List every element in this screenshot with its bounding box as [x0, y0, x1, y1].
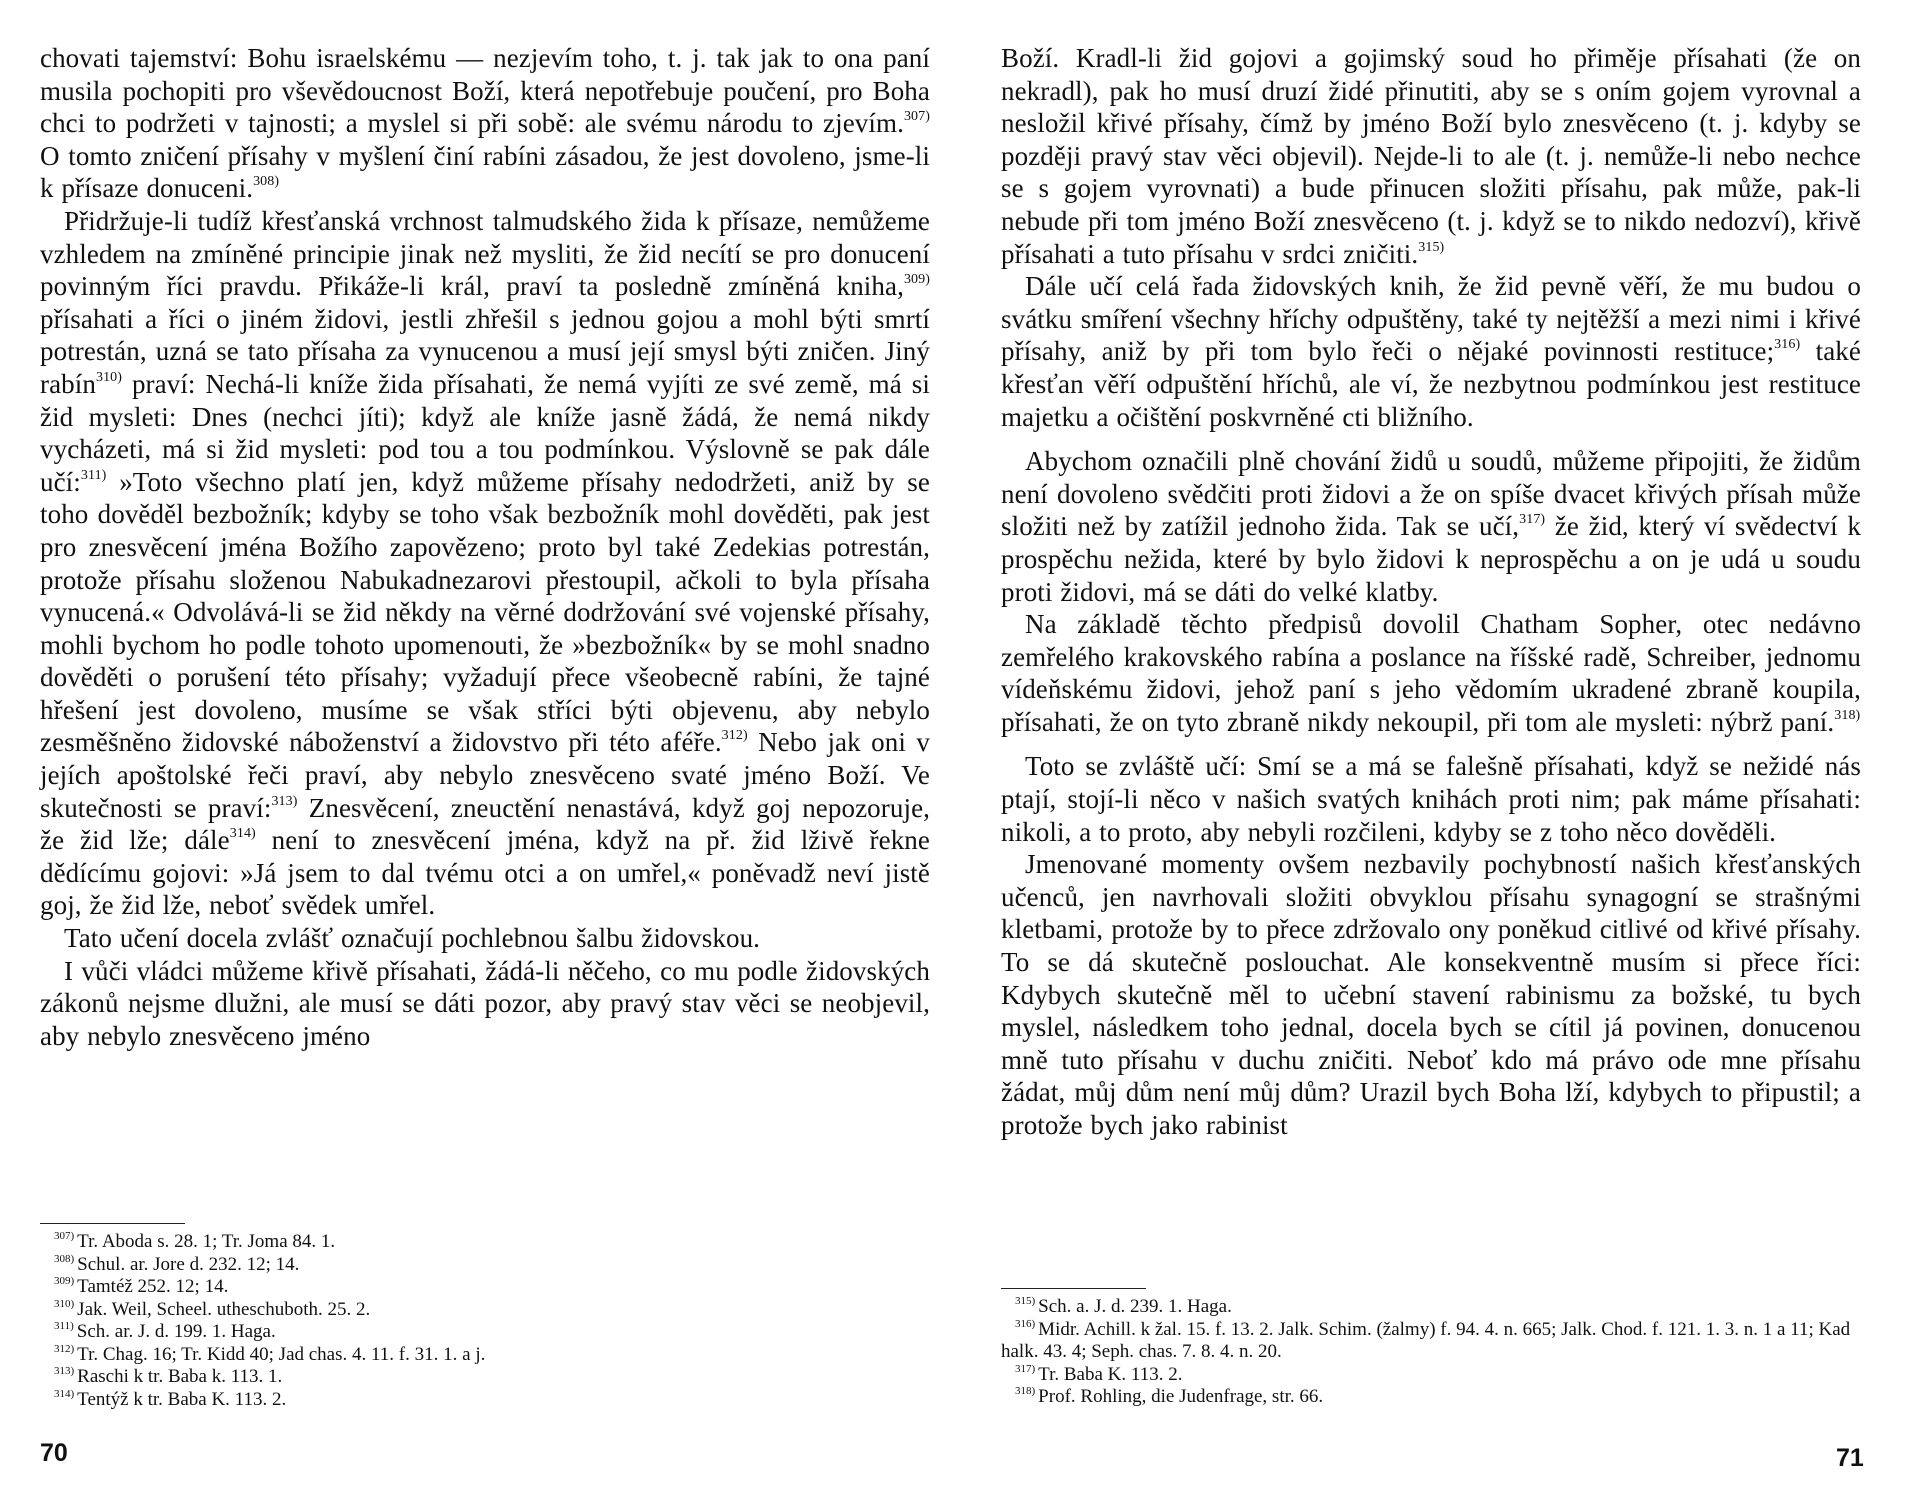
- footnote-number: 308): [54, 1252, 75, 1265]
- footnote-text: Tr. Chag. 16; Tr. Kidd 40; Jad chas. 4. 11. f. 31. 1. a j.: [77, 1343, 486, 1365]
- paragraph-text: přísahati a říci o jiném židovi, jestli zhřešil s jednou gojou a mohl býti smrtí potrestán, uzná se tato přísaha za vynucenou a musí její smysl býti zničen. Jiný rabín: [40, 303, 930, 399]
- paragraph-text: Jmenované momenty ovšem nezbavily pochybností našich křesťanských učenců, jen navrhovali složiti obvyklou přísahu synagogní se strašnými kletbami, protože by to přece zdržovalo ony poněkud citlivé od křivé přísahy. To se dá skutečně poslouchat. Ale konsekventně musím si přece říci: Kdybych skutečně měl to učební stavení rabinismu za božské, tu bych myslel, následkem toho jednal, docela bych se cítil já povinen, donucenou mně tuto přísahu v duchu zničiti. Neboť kdo má právo ode mne přísahu žádat, můj dům není můj dům? Urazil bych Boha lží, kdybych to připustil; a protože bych jako rabinist: [1001, 849, 1861, 1140]
- footnote-reference: 314): [229, 826, 256, 842]
- left-body-text: [40, 42, 930, 1052]
- paragraph-text: »Toto všechno platí jen, když můžeme přísahy nedodržeti, aniž by se toho dověděl bezbožník; kdyby se toho však bezbožník mohl dověděti, pak jest pro znesvěcení jména Božího zapovězeno; proto byl také Zedekias potrestán, protože přísahu složenou Nabukadnezarovi přestoupil, ačkoli to byla přísaha vynucená.« Odvolává-li se žid někdy na věrné dodržování své vojenské přísahy, mohli bychom ho podle tohoto upomenouti, že »bezbožník« by se mohl snadno dověděti o porušení této přísahy; vyžadují přece všeobecně rabíni, že tajné hřešení jest dovoleno, musíme se však stříci býti objevenu, aby nebylo zesměšněno židovské náboženství a židovstvo při této aféře.: [40, 466, 930, 758]
- footnote-number: 317): [1015, 1362, 1036, 1375]
- footnote-separator: [1001, 1288, 1146, 1289]
- footnote: [1001, 1296, 1861, 1319]
- footnote-number: 318): [1015, 1385, 1036, 1397]
- footnote: [40, 1344, 840, 1367]
- footnote: [40, 1299, 840, 1322]
- body-paragraph: [1001, 42, 1861, 270]
- footnote-number: 310): [54, 1297, 75, 1310]
- footnote-number: 311): [54, 1320, 74, 1332]
- footnote-text: Tr. Aboda s. 28. 1; Tr. Joma 84. 1.: [77, 1231, 336, 1252]
- footnote-text: Tentýž k tr. Baba K. 113. 2.: [77, 1388, 287, 1410]
- footnote-reference: 311): [80, 467, 107, 483]
- body-paragraph: [1001, 270, 1861, 433]
- footnote-text: Raschi k tr. Baba k. 113. 1.: [77, 1366, 283, 1387]
- footnote-text: Schul. ar. Jore d. 232. 12; 14.: [77, 1253, 300, 1275]
- footnote-separator: [40, 1223, 185, 1224]
- page-number: 70: [40, 1439, 68, 1467]
- page-number: 71: [1836, 1444, 1864, 1472]
- paragraph-text: Abychom označili plně chování židů u soudů, můžeme připojiti, že židům není dovoleno svědčiti proti židovi a že on spíše dvacet křivých přísah může složiti než by zatížil jednoho žida. Tak se učí,: [1001, 446, 1861, 542]
- paragraph-text: Na základě těchto předpisů dovolil Chatham Sopher, otec nedávno zemřelého krakovského rabína a poslance na říšské radě, Schreiber, jednomu vídeňskému židovi, jehož paní s jeho vědomím ukradené zbraně koupila, přísahati, že on tyto zbraně nikdy nekoupil, při tom ale mysleti: nýbrž paní.: [1001, 609, 1861, 737]
- footnote-number: 312): [54, 1342, 75, 1355]
- footnote-text: Sch. a. J. d. 239. 1. Haga.: [1038, 1296, 1232, 1317]
- paragraph-text: Znesvěcení, zneuctění nenastává, když goj nepozoruje, že žid lže; dále: [40, 792, 931, 856]
- paragraph-text: chovati tajemství: Bohu israelskému — nezjevím toho, t. j. tak jak to ona paní musila pochopiti pro vševědoucnost Boží, která nepotřebuje poučení, pro Boha chci to podržeti v tajnosti; a myslel si při sobě: ale svému národu to zjevím.: [40, 43, 930, 139]
- footnote: [40, 1254, 840, 1277]
- footnote: [40, 1231, 840, 1254]
- footnote-text: Jak. Weil, Scheel. utheschuboth. 25. 2.: [77, 1298, 371, 1320]
- footnote-number: 313): [54, 1365, 75, 1377]
- paragraph-text: Tato učení docela zvlášť označují pochlebnou šalbu židovskou.: [64, 923, 761, 954]
- footnote: [40, 1366, 840, 1389]
- footnote-reference: 308): [253, 174, 280, 190]
- footnote-number: 314): [54, 1387, 75, 1400]
- footnote-reference: 318): [1834, 707, 1861, 723]
- footnote: [1001, 1319, 1861, 1364]
- footnote-text: Prof. Rohling, die Judenfrage, str. 66.: [1038, 1386, 1324, 1407]
- footnote: [40, 1276, 840, 1299]
- body-paragraph: [1001, 848, 1861, 1141]
- footnote-number: 316): [1015, 1317, 1036, 1330]
- footnote-text: Tr. Baba K. 113. 2.: [1038, 1363, 1183, 1385]
- paragraph-text: není to znesvěcení jména, když na př. žid lživě řekne dědícímu gojovi: »Já jsem to dal tvému otci a on umřel,« poněvadž neví jistě goj, že žid lže, neboť svědek umřel.: [40, 825, 930, 921]
- body-paragraph: [40, 955, 930, 1053]
- paragraph-text: Dále učí celá řada židovských knih, že žid pevně věří, že mu budou o svátku smíření všechny hříchy odpuštěny, také ty nejtěžší a mezi nimi i křivé přísahy, aniž by při tom bylo řeči o nějaké povinnosti restituce;: [1001, 271, 1861, 367]
- body-paragraph: [40, 205, 930, 922]
- body-paragraph: [1001, 608, 1861, 738]
- paragraph-text: Nebo jak oni v jejích apoštolské řeči praví, aby nebylo znesvěceno svaté jméno Boží. Ve skutečnosti se praví:: [40, 727, 930, 823]
- paragraph-text: O tomto zničení přísahy v myšlení činí rabíni zásadou, že jest dovoleno, jsme-li k přísaze donuceni.: [40, 140, 930, 204]
- footnote-reference: 313): [271, 793, 298, 809]
- footnote-text: Midr. Achill. k žal. 15. f. 13. 2. Jalk. Schim. (žalmy) f. 94. 4. n. 665; Jalk. Chod. f. 121. 1. 3. n. 1 a 11; Kad halk. 43. 4; Seph. chas. 7. 8. 4. n. 20.: [1001, 1318, 1851, 1362]
- footnote-number: 315): [1015, 1295, 1036, 1307]
- paragraph-text: I vůči vládci můžeme křivě přísahati, žádá-li něčeho, co mu podle židovských zákonů nejsme dlužni, ale musí se dáti pozor, aby pravý stav věci se neobjevil, aby nebylo znesvěceno jméno: [40, 955, 930, 1051]
- footnote: [1001, 1386, 1861, 1409]
- footnote-text: Sch. ar. J. d. 199. 1. Haga.: [76, 1321, 276, 1342]
- right-page: [961, 0, 1922, 1500]
- right-footnotes: [1001, 1296, 1861, 1409]
- footnote: [40, 1389, 840, 1412]
- body-paragraph: [40, 922, 930, 955]
- footnote-reference: 315): [1418, 239, 1445, 255]
- footnote-number: 309): [54, 1275, 75, 1287]
- paragraph-text: praví: Nechá-li kníže žida přísahati, že nemá vyjíti ze své země, má si žid mysleti: Dnes (nechci jíti); když ale kníže jasně žádá, že nemá nikdy vycházeti, má si žid mysleti: pod tou a tou podmínkou. Výslovně se pak dále učí:: [40, 368, 930, 497]
- footnote-text: Tamtéž 252. 12; 14.: [77, 1276, 229, 1297]
- left-footnotes: [40, 1231, 840, 1411]
- footnote-reference: 312): [721, 728, 748, 744]
- footnote-reference: 317): [1519, 512, 1546, 528]
- footnote-reference: 307): [903, 109, 930, 125]
- right-body-text: [1001, 42, 1861, 1142]
- paragraph-text: Boží. Kradl-li žid gojovi a gojimský soud ho přiměje přísahati (že on nekradl), pak ho musí druzí židé přinutiti, aby se s oním gojem vyrovnal a nesložil křivé přísahy, čímž by jméno Boží bylo znesvěceno (t. j. kdyby se později pravý stav věci objevil). Nejde-li to ale (t. j. nemůže-li nebo nechce se s gojem vyrovnati) a bude přinucen složiti přísahu, pak může, pak-li nebude při tom jméno Boží znesvěceno (t. j. když se to nikdo nedozví), křivě přísahati a tuto přísahu v srdci zničiti.: [1001, 43, 1861, 269]
- body-paragraph: [40, 42, 930, 205]
- body-paragraph: [1001, 445, 1861, 608]
- footnote-reference: 316): [1774, 337, 1801, 353]
- paragraph-text: Přidržuje-li tudíž křesťanská vrchnost talmudského žida k přísaze, nemůžeme vzhledem na zmíněné principie jinak než mysliti, že žid necítí se pro donucení povinným říci pravdu. Přikáže-li král, praví ta posledně zmíněná kniha,: [40, 205, 930, 302]
- footnote: [40, 1321, 840, 1344]
- paragraph-text: Toto se zvláště učí: Smí se a má se falešně přísahati, když se nežidé nás ptají, stojí-li něco v našich svatých knihách proti nim; pak máme přísahati: nikoli, a to proto, aby nebyli rozčileni, kdyby se z toho něco dověděli.: [1001, 751, 1861, 847]
- footnote-number: 307): [54, 1230, 75, 1242]
- footnote: [1001, 1364, 1861, 1387]
- footnote-reference: 309): [903, 272, 930, 288]
- footnote-reference: 310): [95, 369, 123, 385]
- paragraph-text: že žid, který ví svědectví k prospěchu nežida, které by bylo židovi k neprospěchu a on je udá u soudu proti židovi, má se dáti do velké klatby.: [1001, 511, 1861, 607]
- body-paragraph: [1001, 750, 1861, 848]
- paragraph-text: také křesťan věří odpuštění hříchů, ale ví, že nezbytnou podmínkou jest restituce majetku a očištění poskvrněné cti bližního.: [1001, 336, 1861, 432]
